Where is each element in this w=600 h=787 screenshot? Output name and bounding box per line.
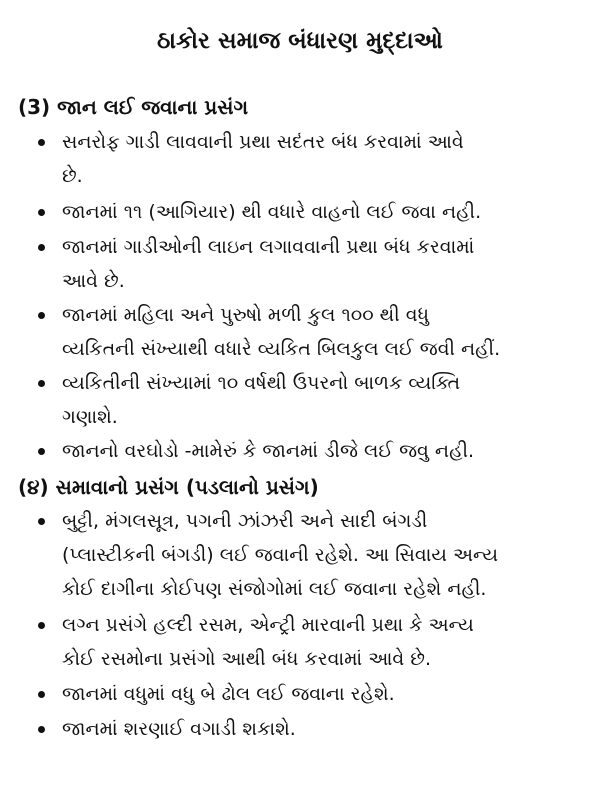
page-title: ઠાકોર સમાજ બંધારણ મુદ્દાઓ [157,28,443,54]
list-item-text: જાનનો વરઘોડો -મામેરું કે જાનમાં ડીજે લઈ જવુ નહી. [62,440,475,462]
list-item-text: ગણાશે. [62,406,118,428]
list-item [38,434,593,468]
list-item [38,195,593,229]
list-item [38,504,593,606]
bullet-icon [38,209,45,216]
section-heading-3: (3) જાન લઈ જવાના પ્રસંગ [18,95,249,119]
list-item-text: જાનમાં ૧૧ (આગિયાર) થી વધારે વાહનો લઈ જવા નહી. [62,201,482,223]
list-item-text: જાનમાં ગાડીઓની લાઇન લગાવવાની પ્રથા બંધ કરવામાં [62,236,475,258]
bullet-icon [38,726,45,733]
list-item-text: સનરોફ ગાડી લાવવાની પ્રથા સદંતર બંધ કરવામાં આવે [62,131,464,153]
list-item [38,366,593,434]
list-item-text: બુટ્ટી, મંગલસૂત્ર, પગની ઝાંઝરી અને સાદી બંગડી [62,510,428,532]
list-item [38,125,593,193]
list-item-text: (પ્લાસ્ટીકની બંગડી) લઈ જવાની રહેશે. આ સિવાય અન્ય [62,544,499,566]
list-item [38,230,593,298]
bullet-icon [38,518,45,525]
list-item-text: જાનમાં શરણાઈ વગાડી શકાશે. [62,718,296,740]
list-item-text: લગ્ન પ્રસંગે હલ્દી રસમ, એન્ટ્રી મારવાની પ્રથા કે અન્ય [62,614,474,636]
list-item-text: કોઈ રસમોના પ્રસંગો આથી બંધ કરવામાં આવે છે. [62,648,431,670]
list-item [38,677,593,711]
list-item-text: વ્યકિતની સંખ્યાથી વધારે વ્યકિત બિલકુલ લઈ જવી નહીં. [62,338,501,360]
bullet-icon [38,244,45,251]
section-heading-4: (૪) સમાવાનો પ્રસંગ (પડલાનો પ્રસંગ) [18,475,319,499]
list-item-text: છે. [62,165,83,187]
list-item [38,608,593,676]
list-item-text: વ્યકિતીની સંખ્યામાં ૧૦ વર્ષથી ઉપરનો બાળક વ્યક્તિ [62,372,461,394]
list-item-text: આવે છે. [62,270,125,292]
list-item [38,712,593,746]
list-item [38,298,593,366]
bullet-icon [38,622,45,629]
list-item-text: જાનમાં વધુમાં વધુ બે ઢોલ લઈ જવાના રહેશે. [62,683,395,705]
list-item-text: જાનમાં મહિલા અને પુરુષો મળી કુલ ૧૦૦ થી વધુ [62,304,429,326]
bullet-icon [38,691,45,698]
bullet-icon [38,139,45,146]
bullet-icon [38,380,45,387]
bullet-icon [38,448,45,455]
bullet-icon [38,312,45,319]
list-item-text: કોઈ દાગીના કોઈપણ સંજોગોમાં લઈ જવાના રહેશે નહી. [62,578,487,600]
